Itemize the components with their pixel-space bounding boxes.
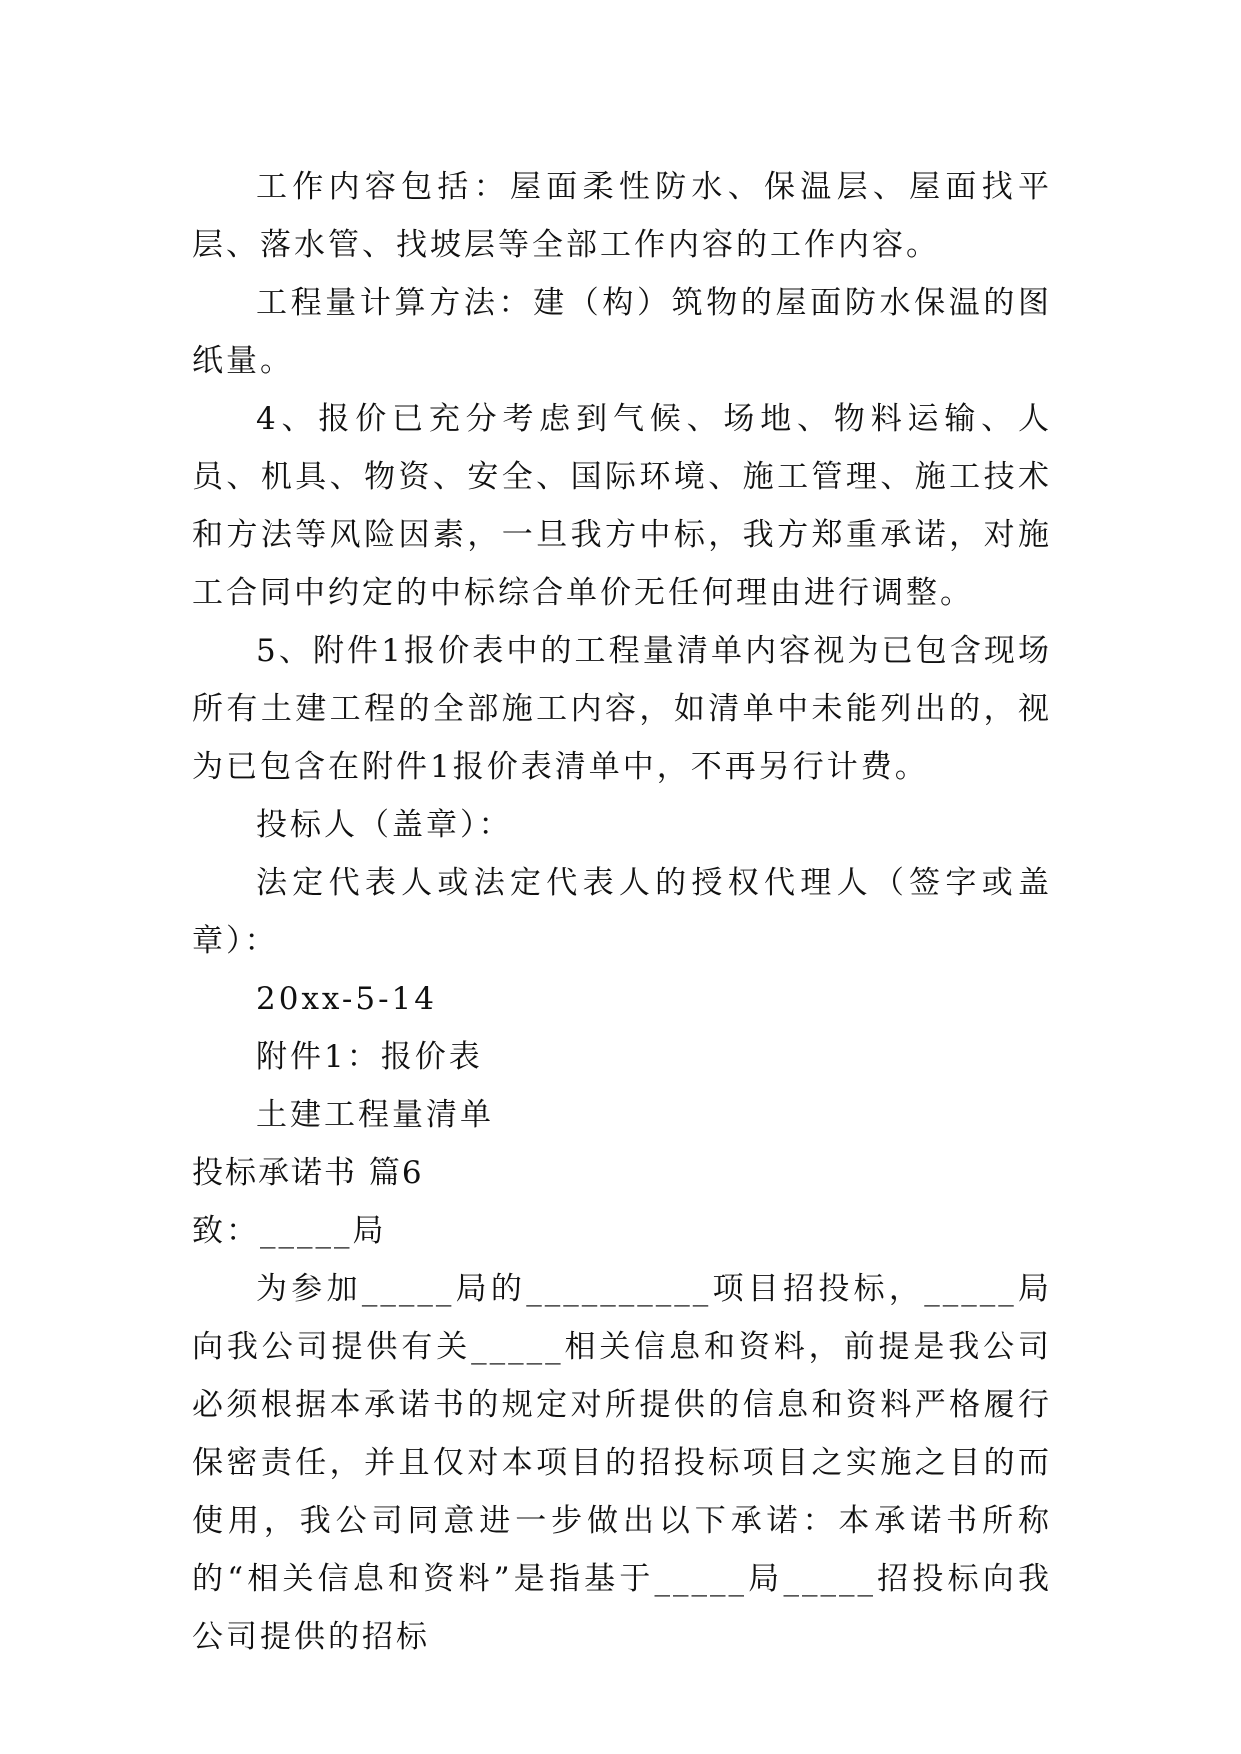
quantity-list-title: 土建工程量清单: [256, 1097, 494, 1133]
paragraph-commitment-body: 为参加_____局的__________项目招投标，_____局向我公司提供有关_____相关信息和资料，前提是我公司必须根据本承诺书的规定对所提供的信息和资料严格履行保密责任，并且仅对本项目的招投标项目之实施之目的而使用，我公司同意进一步做出以下承诺：本承诺书所称的“相关信息和资料”是指基于_____局_____招投标向我公司提供的招标: [192, 1271, 1052, 1655]
addressee-line: 致：_____局: [192, 1213, 387, 1249]
paragraph-quantity-method: 工程量计算方法：建（构）筑物的屋面防水保温的图纸量。: [192, 285, 1052, 379]
paragraph-item-5: 5、附件1报价表中的工程量清单内容视为已包含现场所有土建工程的全部施工内容，如清单中未能列出的，视为已包含在附件1报价表清单中，不再另行计费。: [192, 633, 1052, 785]
legal-representative-line: 法定代表人或法定代表人的授权代理人（签字或盖章）：: [192, 865, 1052, 959]
attachment-line: 附件1：报价表: [256, 1039, 483, 1075]
paragraph-work-content: 工作内容包括：屋面柔性防水、保温层、屋面找平层、落水管、找坡层等全部工作内容的工作内容。: [192, 169, 1052, 263]
bidder-seal-line: 投标人（盖章）：: [256, 807, 513, 843]
paragraph-item-4: 4、报价已充分考虑到气候、场地、物料运输、人员、机具、物资、安全、国际环境、施工管理、施工技术和方法等风险因素，一旦我方中标，我方郑重承诺，对施工合同中约定的中标综合单价无任何理由进行调整。: [192, 401, 1052, 611]
document-body: [192, 158, 1052, 1666]
section-heading: 投标承诺书 篇6: [192, 1155, 424, 1191]
date-line: 20xx-5-14: [256, 981, 437, 1017]
